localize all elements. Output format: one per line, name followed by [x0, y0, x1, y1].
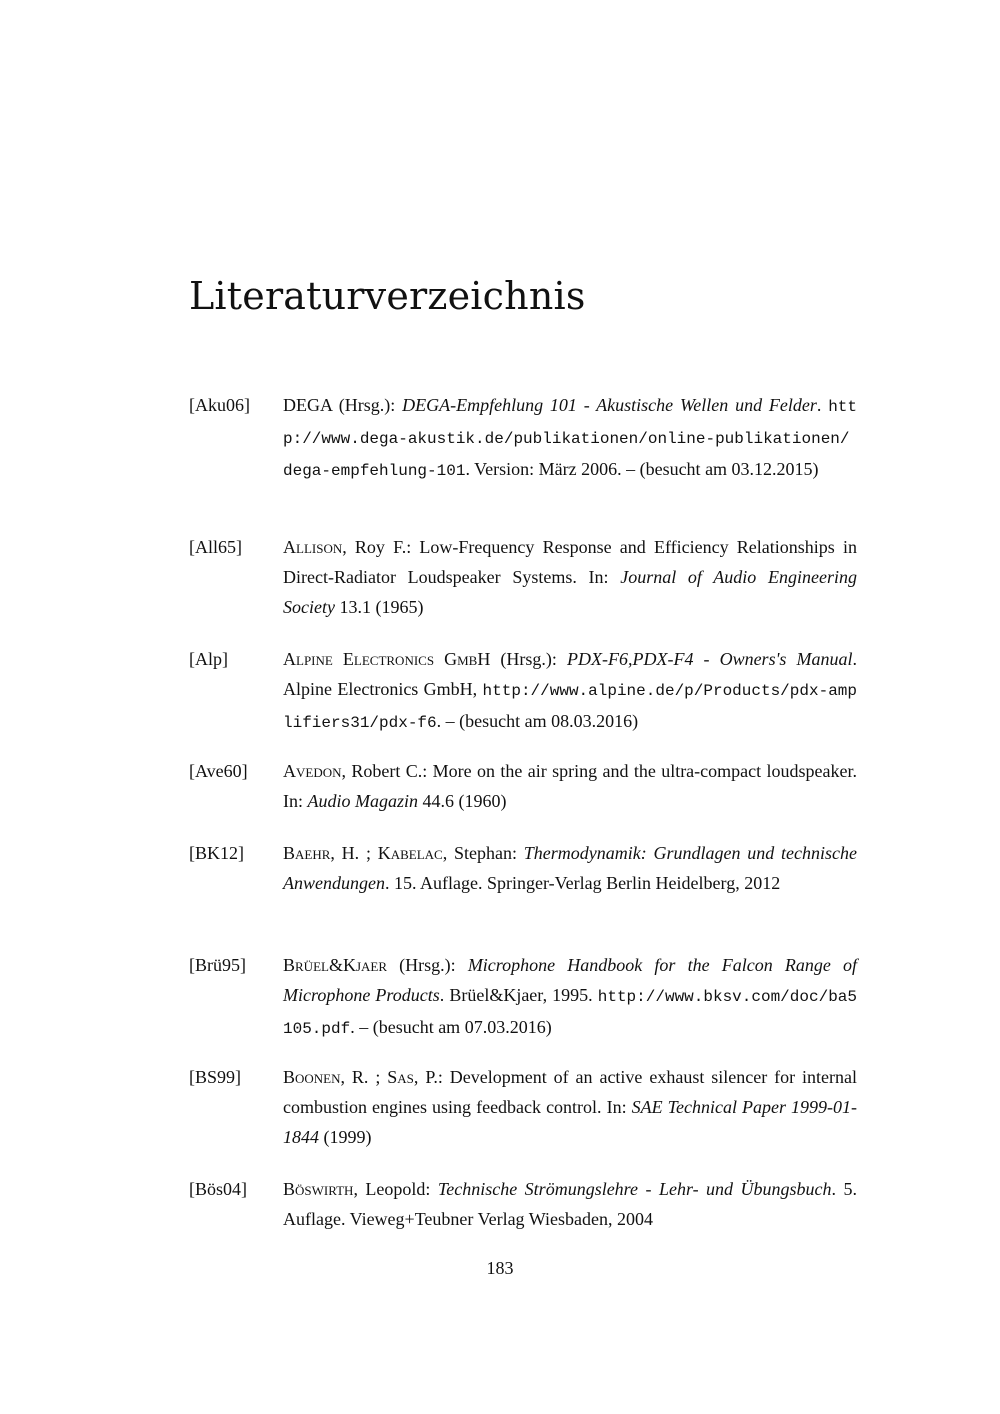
bib-author-smallcaps: Sas: [387, 1067, 414, 1087]
bib-text-run: . Brüel&Kjaer, 1995.: [439, 985, 598, 1005]
bib-author-smallcaps: Avedon: [283, 761, 342, 781]
bib-text-run: , Roy F.: Low-Frequency Response and Efficiency Relationships in Direct-Radiator Loudspeaker Systems. In:: [283, 537, 857, 587]
bib-text-run: . Version: März 2006. – (besucht am 03.12.2015): [465, 459, 819, 479]
bib-author-smallcaps: Baehr: [283, 843, 331, 863]
bib-text: [283, 1174, 857, 1234]
bib-text: [283, 838, 857, 898]
bib-key: [All65]: [189, 537, 242, 557]
bib-text: [283, 532, 857, 622]
bib-text-run: , Stephan:: [442, 843, 524, 863]
bib-text: [283, 390, 857, 486]
bib-text-run: . – (besucht am 07.03.2016): [350, 1017, 552, 1037]
bib-text: [283, 1062, 857, 1152]
bib-url-link[interactable]: http://www.alpine.de/p/Products/pdx-amplifiers31/pdx-f6: [283, 682, 857, 732]
bib-key: [BK12]: [189, 843, 244, 863]
bib-text-run: . – (besucht am 08.03.2016): [436, 711, 639, 731]
bib-key: [Ave60]: [189, 761, 248, 781]
bib-text-run: DEGA (Hrsg.):: [283, 395, 403, 415]
bib-text-run: .: [816, 395, 829, 415]
bib-title-italic: Thermodynamik: Grundlagen und technische Anwendungen: [283, 843, 857, 893]
bib-url-link[interactable]: http://www.bksv.com/doc/ba5105.pdf: [283, 988, 857, 1038]
bib-title-italic: Microphone Handbook for the Falcon Range of Microphone Products: [283, 955, 857, 1005]
bib-text-run: (1999): [319, 1127, 372, 1147]
bib-text: [283, 756, 857, 816]
bib-text: [283, 644, 857, 738]
bib-author-smallcaps: Brüel&Kjaer: [283, 955, 388, 975]
bib-text-run: (Hrsg.):: [387, 955, 468, 975]
bib-text-run: , Robert C.: More on the air spring and the ultra-compact loudspeaker. In:: [283, 761, 857, 811]
bib-title-italic: PDX-F6,PDX-F4 - Owners's Manual: [566, 649, 853, 669]
bib-text-run: , Leopold:: [353, 1179, 438, 1199]
bib-title-italic: Technische Strömungslehre - Lehr- und Übungsbuch: [437, 1179, 832, 1199]
bib-title-italic: DEGA-Empfehlung 101 - Akustische Wellen und Felder: [402, 395, 817, 415]
bib-text-run: 44.6 (1960): [418, 791, 507, 811]
bib-title-italic: Audio Magazin: [307, 791, 418, 811]
bib-text: [283, 950, 857, 1044]
bib-text-run: . 15. Auflage. Springer-Verlag Berlin Heidelberg, 2012: [384, 873, 781, 893]
bib-url-link[interactable]: http://www.dega-akustik.de/publikationen/online-publikationen/dega-empfehlung-101: [283, 398, 857, 480]
bib-key: [Aku06]: [189, 395, 250, 415]
bib-author-smallcaps: Boonen: [283, 1067, 341, 1087]
bib-key: [BS99]: [189, 1067, 242, 1087]
bib-author-smallcaps: Alpine Electronics GmbH: [283, 649, 491, 669]
bib-text-run: . 5. Auflage. Vieweg+Teubner Verlag Wiesbaden, 2004: [283, 1179, 858, 1229]
bib-title-italic: Journal of Audio Engineering Society: [283, 567, 857, 617]
bib-text-run: , R. ;: [340, 1067, 388, 1087]
bib-text-run: (Hrsg.):: [490, 649, 567, 669]
bib-text-run: , P.: Development of an active exhaust silencer for internal combustion engines using feedback control. In:: [283, 1067, 858, 1117]
bib-author-smallcaps: Kabelac: [377, 843, 443, 863]
bib-text-run: 13.1 (1965): [334, 597, 424, 617]
bib-author-smallcaps: Böswirth: [283, 1179, 354, 1199]
page-number: 183: [486, 1258, 514, 1278]
bib-key: [Bös04]: [189, 1179, 247, 1199]
bib-key: [Brü95]: [189, 955, 246, 975]
bib-title-italic: SAE Technical Paper 1999-01-1844: [283, 1097, 857, 1147]
page-title: Literaturverzeichnis: [189, 274, 586, 318]
bib-text-run: , H. ;: [330, 843, 378, 863]
bib-text-run: . Alpine Electronics GmbH,: [283, 649, 857, 699]
bib-key: [Alp]: [189, 649, 228, 669]
bib-author-smallcaps: Allison: [283, 537, 343, 557]
